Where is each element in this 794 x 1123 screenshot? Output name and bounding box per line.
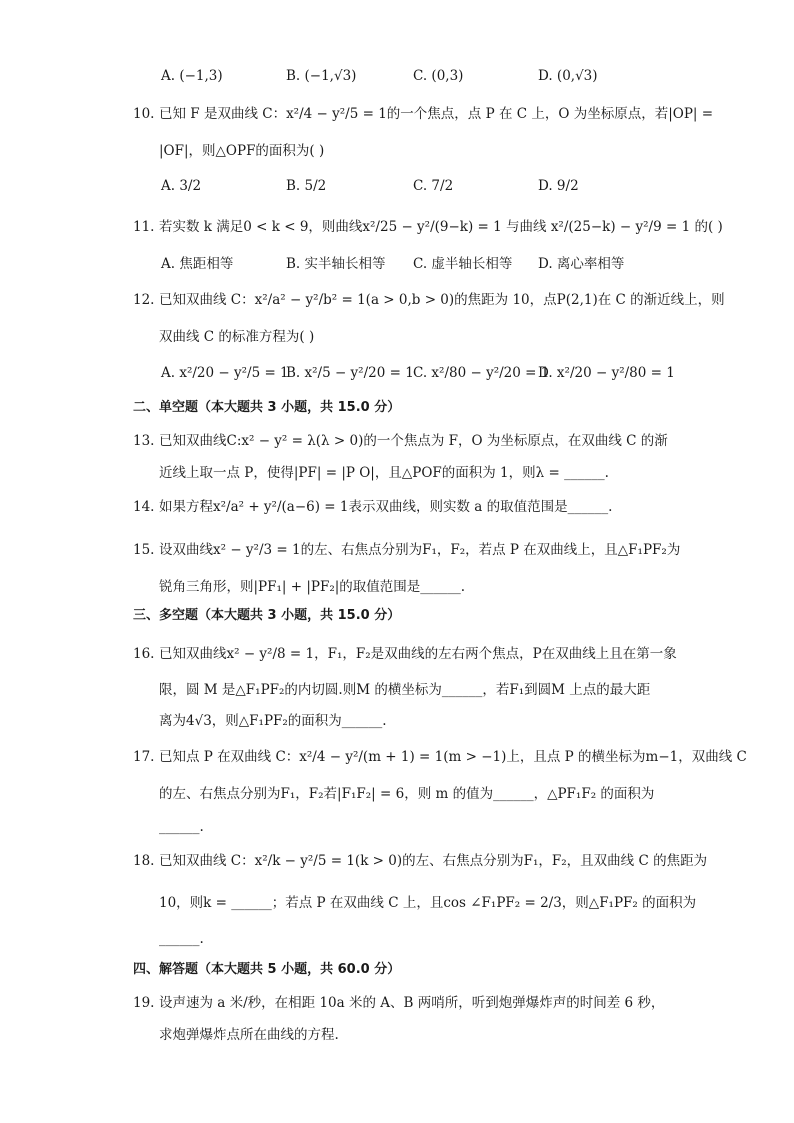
q12-option-b: B. x²/5 − y²/20 = 1 (286, 365, 414, 381)
q9-option-c: C. (0,3) (413, 68, 464, 84)
question-number: 15. (133, 542, 155, 558)
question-12-line2: 双曲线 C 的标准方程为( ) (159, 329, 315, 345)
question-18 (133, 851, 707, 871)
question-19-line2: 求炮弹爆炸点所在曲线的方程. (159, 1027, 339, 1043)
question-18-line2: 10，则k = ______；若点 P 在双曲线 C 上，且cos ∠F₁PF₂ = 2/3，则△F₁PF₂ 的面积为 (159, 895, 697, 911)
q10-option-c: C. 7/2 (413, 178, 454, 194)
q10-option-b: B. 5/2 (286, 178, 327, 194)
question-15-line2: 锐角三角形，则|PF₁| + |PF₂|的取值范围是______. (159, 579, 466, 595)
question-16 (133, 644, 677, 664)
question-text: 已知双曲线x² − y²/8 = 1，F₁，F₂是双曲线的左右两个焦点，P在双曲线上且在第一象 (159, 646, 677, 662)
section-heading-solution: 四、解答题（本大题共 5 小题，共 60.0 分） (133, 962, 401, 977)
question-13 (133, 431, 668, 451)
q12-option-a: A. x²/20 − y²/5 = 1 (161, 365, 289, 381)
question-14 (133, 497, 612, 517)
question-number: 17. (133, 749, 155, 765)
q9-option-d: D. (0,√3) (538, 68, 598, 84)
question-17 (133, 747, 747, 767)
question-12 (133, 290, 725, 310)
question-17-line3: ______. (159, 819, 204, 835)
question-text: 已知双曲线 C：x²/k − y²/5 = 1(k > 0)的左、右焦点分别为F₁，F₂，且双曲线 C 的焦距为 (159, 853, 708, 869)
question-number: 14. (133, 499, 155, 515)
question-16-line3: 离为4√3，则△F₁PF₂的面积为______. (159, 713, 387, 729)
question-16-line2: 限，圆 M 是△F₁PF₂的内切圆.则M 的横坐标为______，若F₁到圆M 上点的最大距 (159, 682, 651, 698)
question-number: 11. (133, 219, 155, 235)
question-text: 设双曲线x² − y²/3 = 1的左、右焦点分别为F₁，F₂，若点 P 在双曲线上，且△F₁PF₂为 (159, 542, 681, 558)
q11-option-c: C. 虚半轴长相等 (413, 256, 513, 272)
question-11 (133, 217, 723, 237)
q11-option-d: D. 离心率相等 (538, 256, 625, 272)
q12-option-d: D. x²/20 − y²/80 = 1 (538, 365, 675, 381)
question-number: 19. (133, 995, 155, 1011)
question-18-line3: ______. (159, 931, 204, 947)
question-text: 如果方程x²/a² + y²/(a−6) = 1表示双曲线，则实数 a 的取值范围是______. (159, 499, 613, 515)
q10-option-a: A. 3/2 (161, 178, 202, 194)
question-text: 已知双曲线 C：x²/a² − y²/b² = 1(a > 0,b > 0)的焦距为 10，点P(2,1)在 C 的渐近线上，则 (159, 292, 725, 308)
q9-option-b: B. (−1,√3) (286, 68, 357, 84)
q12-option-c: C. x²/80 − y²/20 = 1 (413, 365, 550, 381)
q10-option-d: D. 9/2 (538, 178, 579, 194)
question-10 (133, 104, 713, 124)
question-number: 18. (133, 853, 155, 869)
question-15 (133, 540, 680, 560)
q9-option-a: A. (−1,3) (161, 68, 223, 84)
question-text: 已知点 P 在双曲线 C：x²/4 − y²/(m + 1) = 1(m > −1)上，且点 P 的横坐标为m−1，双曲线 C (159, 749, 747, 765)
question-17-line2: 的左、右焦点分别为F₁，F₂若|F₁F₂| = 6，则 m 的值为______，△PF₁F₂ 的面积为 (159, 786, 655, 802)
question-number: 12. (133, 292, 155, 308)
question-text: 设声速为 a 米/秒，在相距 10a 米的 A、B 两哨所，听到炮弹爆炸声的时间差 6 秒， (159, 995, 665, 1011)
section-heading-single-blank: 二、单空题（本大题共 3 小题，共 15.0 分） (133, 400, 401, 415)
question-text: 已知 F 是双曲线 C：x²/4 − y²/5 = 1的一个焦点，点 P 在 C 上，O 为坐标原点，若|OP| = (159, 106, 714, 122)
section-heading-multi-blank: 三、多空题（本大题共 3 小题，共 15.0 分） (133, 608, 401, 623)
question-10-line2: |OF|，则△OPF的面积为( ) (159, 143, 325, 159)
q11-option-b: B. 实半轴长相等 (286, 256, 386, 272)
question-19 (133, 993, 664, 1013)
question-text: 已知双曲线C:x² − y² = λ(λ > 0)的一个焦点为 F，O 为坐标原点，在双曲线 C 的渐 (159, 433, 668, 449)
question-number: 16. (133, 646, 155, 662)
question-13-line2: 近线上取一点 P，使得|PF| = |P O|，且△POF的面积为 1，则λ = ______. (159, 465, 609, 481)
q11-option-a: A. 焦距相等 (161, 256, 234, 272)
question-text: 若实数 k 满足0 < k < 9，则曲线x²/25 − y²/(9−k) = 1 与曲线 x²/(25−k) − y²/9 = 1 的( ) (159, 219, 723, 235)
question-number: 10. (133, 106, 155, 122)
question-number: 13. (133, 433, 155, 449)
